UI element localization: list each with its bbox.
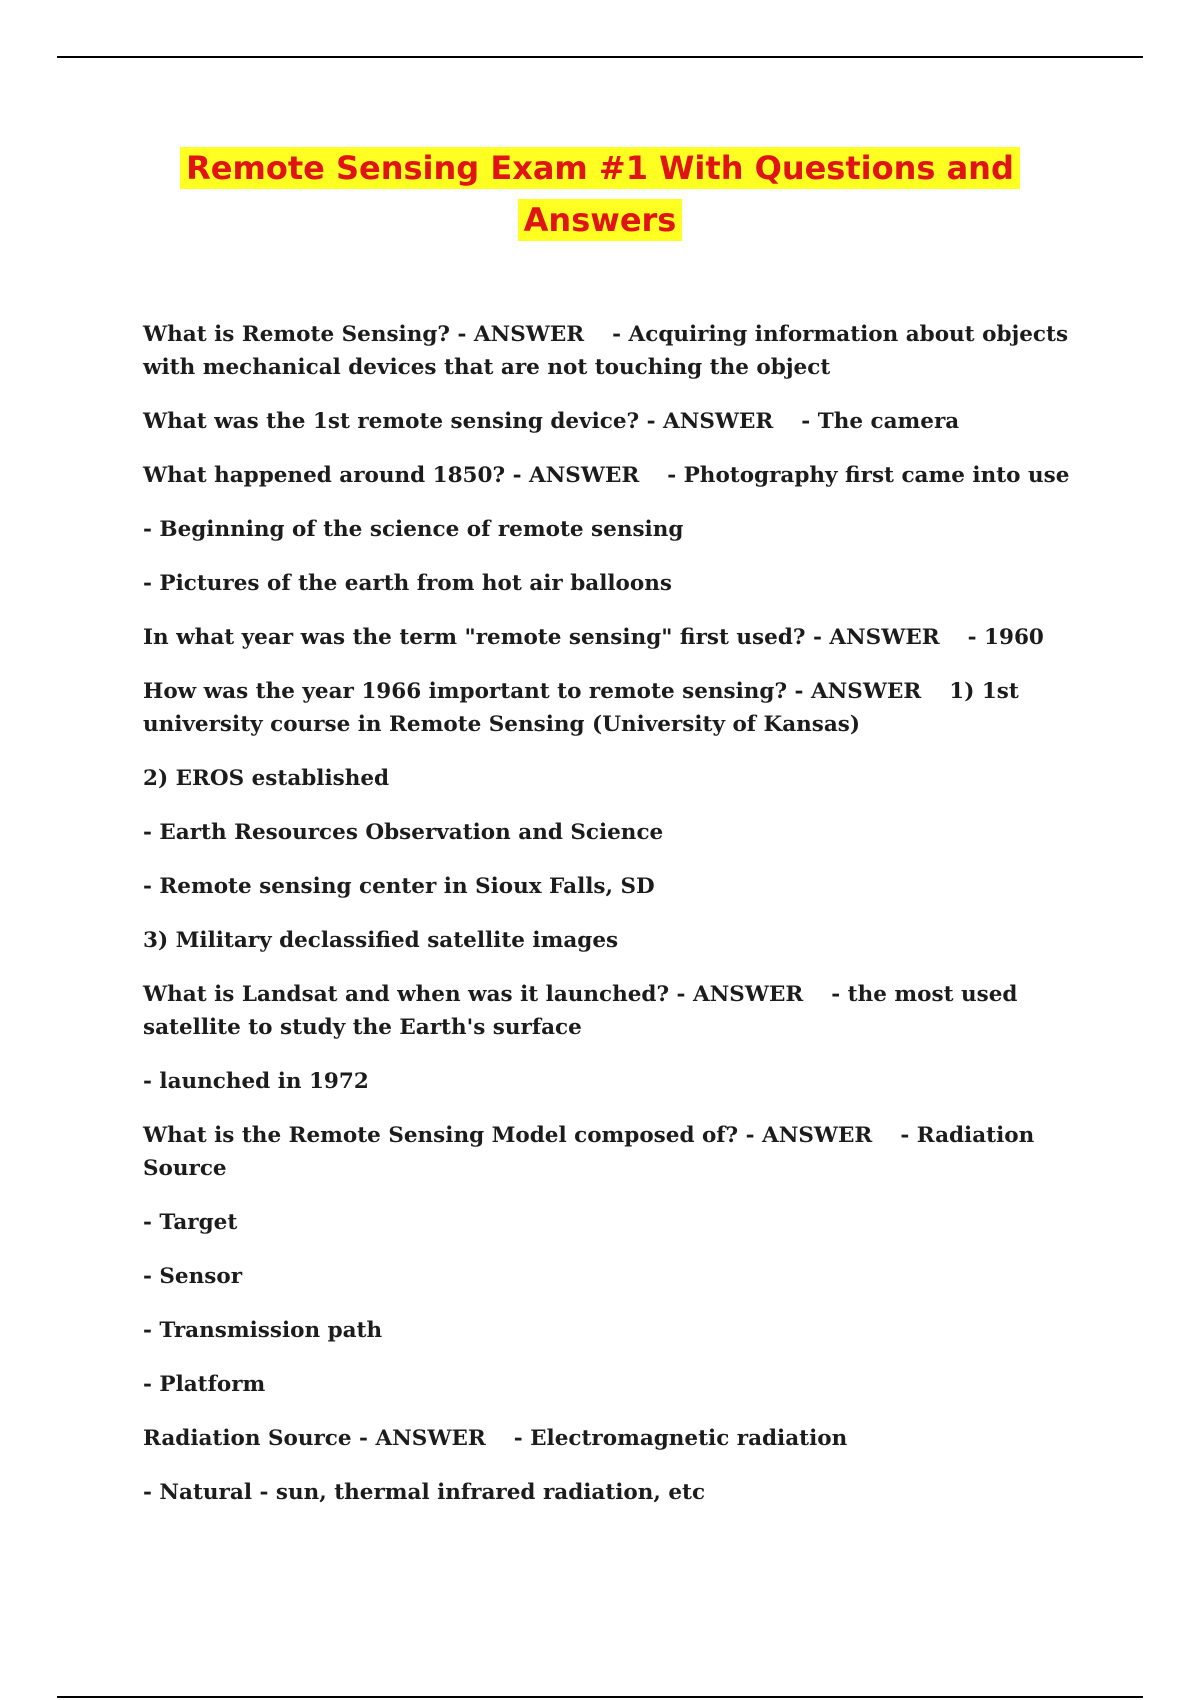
answer-continuation <box>143 513 1083 546</box>
answer-text: 2) EROS established <box>143 766 390 791</box>
qa-entry <box>143 1422 1083 1455</box>
question-text: In what year was the term "remote sensing" first used? - ANSWER <box>143 625 940 650</box>
question-text: How was the year 1966 important to remote sensing? - ANSWER <box>143 679 922 704</box>
answer-text: - 1960 <box>967 625 1044 650</box>
document-title <box>0 142 1200 246</box>
answer-text: - Sensor <box>143 1264 243 1289</box>
answer-text: - launched in 1972 <box>143 1069 369 1094</box>
qa-content <box>143 318 1083 1530</box>
question-text: What is the Remote Sensing Model composed of? - ANSWER <box>143 1123 873 1148</box>
answer-text: - the most used satellite to study the Earth's surface <box>143 982 1018 1040</box>
qa-entry <box>143 1119 1083 1185</box>
question-text: What is Landsat and when was it launched? - ANSWER <box>143 982 804 1007</box>
answer-text: - Natural - sun, thermal infrared radiation, etc <box>143 1480 706 1505</box>
answer-text: - Target <box>143 1210 238 1235</box>
qa-entry <box>143 621 1083 654</box>
top-rule <box>57 56 1143 58</box>
title-line-1: Remote Sensing Exam #1 With Questions and <box>180 147 1020 189</box>
answer-text: - Pictures of the earth from hot air balloons <box>143 571 672 596</box>
question-text: What was the 1st remote sensing device? - ANSWER <box>143 409 774 434</box>
answer-text: 3) Military declassified satellite images <box>143 928 619 953</box>
question-text: What happened around 1850? - ANSWER <box>143 463 640 488</box>
answer-text: - The camera <box>801 409 960 434</box>
title-line-2: Answers <box>518 199 683 241</box>
answer-continuation <box>143 870 1083 903</box>
qa-entry <box>143 405 1083 438</box>
answer-continuation <box>143 1260 1083 1293</box>
answer-text: - Acquiring information about objects with mechanical devices that are not touching the object <box>143 322 1069 380</box>
qa-entry <box>143 675 1083 741</box>
qa-entry <box>143 318 1083 384</box>
answer-text: - Radiation Source <box>143 1123 1035 1181</box>
answer-continuation <box>143 1476 1083 1509</box>
question-text: What is Remote Sensing? - ANSWER <box>143 322 585 347</box>
answer-text: - Transmission path <box>143 1318 383 1343</box>
answer-text: - Photography first came into use <box>667 463 1070 488</box>
answer-text: - Electromagnetic radiation <box>513 1426 848 1451</box>
qa-entry <box>143 978 1083 1044</box>
answer-continuation <box>143 816 1083 849</box>
answer-continuation <box>143 1368 1083 1401</box>
answer-continuation <box>143 567 1083 600</box>
answer-text: - Earth Resources Observation and Science <box>143 820 664 845</box>
answer-continuation <box>143 762 1083 795</box>
question-text: Radiation Source - ANSWER <box>143 1426 486 1451</box>
answer-text: - Platform <box>143 1372 266 1397</box>
answer-text: 1) 1st university course in Remote Sensing (University of Kansas) <box>143 679 1019 737</box>
answer-continuation <box>143 924 1083 957</box>
answer-continuation <box>143 1206 1083 1239</box>
answer-text: - Remote sensing center in Sioux Falls, SD <box>143 874 655 899</box>
qa-entry <box>143 459 1083 492</box>
answer-text: - Beginning of the science of remote sensing <box>143 517 684 542</box>
bottom-rule <box>57 1696 1143 1698</box>
answer-continuation <box>143 1065 1083 1098</box>
answer-continuation <box>143 1314 1083 1347</box>
